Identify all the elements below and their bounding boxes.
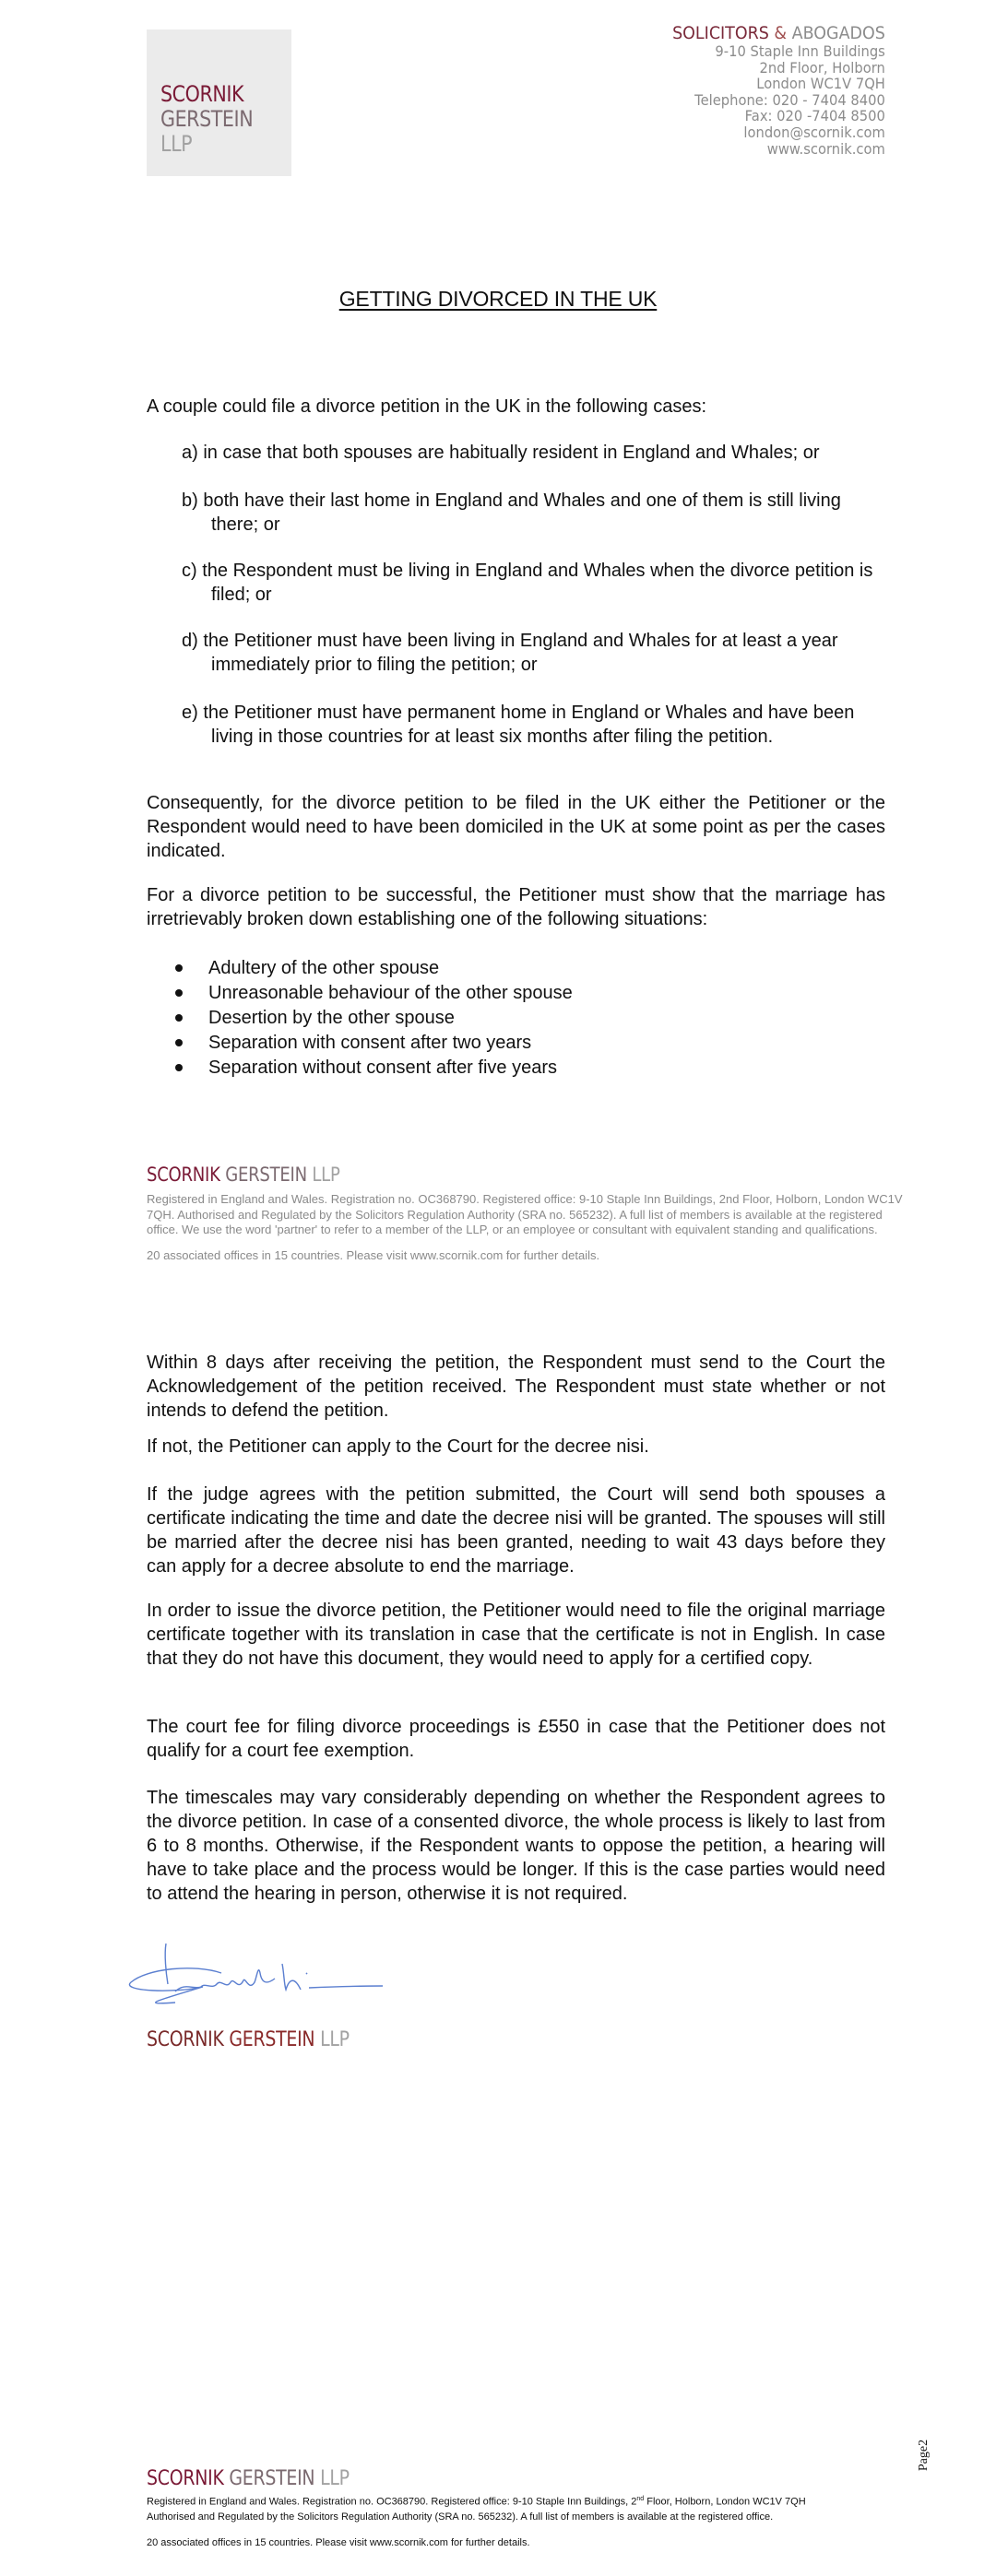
case-d [182, 629, 892, 677]
contact-brand [672, 24, 885, 43]
case-e [182, 701, 892, 749]
success-paragraph: For a divorce petition to be successful, the Petitioner must show that the marriage has irretrievably broken down establishing one of the following situations: [147, 885, 885, 929]
bullet-icon [175, 989, 183, 997]
bottom-footer-brand [147, 2467, 350, 2490]
case-text: a) in case that both spouses are habitually resident in England and Whales; or [182, 443, 820, 463]
brand-abogados: ABOGADOS [791, 23, 885, 43]
list-item-text: Separation with consent after two years [208, 1032, 532, 1053]
logo-line-llp: LLP [160, 131, 193, 157]
bottom-footer-legal [147, 2492, 884, 2524]
list-item-text: Adultery of the other spouse [208, 957, 440, 978]
telephone: Telephone: 020 - 7404 8400 [694, 90, 885, 109]
brand-gerstein: GERSTEIN [225, 1164, 307, 1186]
brand-scornik: SCORNIK [147, 2028, 224, 2051]
footer-legal-text: Registered in England and Wales. Registration no. OC368790. Registered office: 9-10 Staple Inn Buildings, 2nd Floor, Holborn, London WC1V 7QH. Authorised and Regulated by the Solicitors Regulation Authority (SRA no. 565232). A full list of members is available at the registered office. We use the word 'partner' to refer to a member of the LLP, or an employee or consultant with equivalent standing and qualifications. [147, 1192, 903, 1236]
footer-offices-text: 20 associated offices in 15 countries. Please visit www.scornik.com for further details. [147, 1248, 600, 1262]
logo-line-gerstein: GERSTEIN [160, 106, 254, 132]
bullet-icon [175, 1064, 183, 1071]
paragraph-acknowledgement: Within 8 days after receiving the petition, the Respondent must send to the Court the Acknowledgement of the petition received. The Respondent must state whether or not intends to defend the petition. [147, 1353, 885, 1421]
legal-line-2: Authorised and Regulated by the Solicitors Regulation Authority (SRA no. 565232). A full list of members is available at the registered office. [147, 2511, 774, 2523]
brand-scornik: SCORNIK [147, 2467, 224, 2490]
address-line-2: 2nd Floor, Holborn [759, 58, 885, 77]
legal-line-1 [147, 2492, 884, 2510]
list-item-text: Separation without consent after five years [208, 1057, 557, 1078]
brand-llp: LLP [320, 2028, 350, 2051]
fax: Fax: 020 -7404 8500 [744, 107, 885, 125]
situations-list [175, 955, 573, 1080]
case-b [182, 489, 892, 537]
case-c [182, 559, 892, 607]
case-text: d) the Petitioner must have been living in England and Whales for at least a year immediately prior to filing the petition; or [182, 631, 838, 675]
brand-solicitors: SOLICITORS [672, 23, 770, 43]
legal-line-1-text: Registered in England and Wales. Registration no. OC368790. Registered office: 9-10 Staple Inn Buildings, 2 [147, 2496, 637, 2508]
bottom-footer-offices: 20 associated offices in 15 countries. Please visit www.scornik.com for further details. [147, 2537, 530, 2548]
list-item-text: Desertion by the other spouse [208, 1007, 455, 1028]
brand-llp: LLP [320, 2467, 350, 2490]
contact-block [672, 24, 885, 157]
brand-scornik: SCORNIK [147, 1164, 220, 1186]
bullet-icon [175, 1039, 183, 1046]
paragraph-decree-nisi: If not, the Petitioner can apply to the Court for the decree nisi. [147, 1436, 649, 1457]
firm-logo [147, 30, 291, 176]
paragraph-marriage-certificate: In order to issue the divorce petition, the Petitioner would need to file the original marriage certificate together with its translation in case that the certificate is not in English. In case that they do not have this document, they would need to apply for a certified copy. [147, 1601, 885, 1669]
bullet-icon [175, 964, 183, 972]
paragraph-timescales: The timescales may vary considerably depending on whether the Respondent agrees to the divorce petition. In case of a consented divorce, the whole process is likely to last from 6 to 8 months. Otherwise, if the Respondent wants to oppose the petition, a hearing will have to take place and the process would be longer. If this is the case parties would need to attend the hearing in person, otherwise it is not required. [147, 1788, 885, 1904]
list-item [175, 1055, 573, 1080]
list-item [175, 1005, 573, 1030]
brand-gerstein: GERSTEIN [229, 2028, 315, 2051]
document-title: GETTING DIVORCED IN THE UK [338, 287, 658, 311]
paragraph-judge-agrees: If the judge agrees with the petition submitted, the Court will send both spouses a certificate indicating the time and date the decree nisi will be granted. The spouses will still be married after the decree nisi has been granted, needing to wait 43 days before they can apply for a decree absolute to end the marriage. [147, 1484, 885, 1577]
case-text: c) the Respondent must be living in England and Whales when the divorce petition is filed; or [182, 561, 873, 605]
logo-line-scornik: SCORNIK [160, 81, 244, 107]
page-number: Page2 [917, 2439, 931, 2472]
list-item-text: Unreasonable behaviour of the other spouse [208, 982, 573, 1003]
ordinal-suffix: nd [636, 2496, 645, 2502]
brand-llp: LLP [312, 1164, 340, 1186]
address-line-1: 9-10 Staple Inn Buildings [715, 42, 885, 60]
signature-image [120, 1936, 387, 2019]
paragraph-court-fee: The court fee for filing divorce proceedings is £550 in case that the Petitioner does not qualify for a court fee exemption. [147, 1717, 885, 1761]
case-text: e) the Petitioner must have permanent home in England or Whales and have been living in those countries for at least six months after filing the petition. [182, 703, 855, 747]
list-item [175, 980, 573, 1005]
bullet-icon [175, 1014, 183, 1022]
case-a [182, 441, 892, 465]
brand-ampersand: & [774, 23, 788, 43]
brand-gerstein: GERSTEIN [229, 2467, 315, 2490]
signature-brand [147, 2028, 350, 2051]
list-item [175, 955, 573, 980]
footer-brand [147, 1164, 340, 1186]
legal-line-1-end: Floor, Holborn, London WC1V 7QH [644, 2496, 806, 2508]
email-link[interactable]: london@scornik.com [743, 123, 885, 141]
intro-paragraph: A couple could file a divorce petition in the UK in the following cases: [147, 396, 707, 417]
list-item [175, 1030, 573, 1055]
case-text: b) both have their last home in England and Whales and one of them is still living there; or [182, 490, 841, 535]
website-link[interactable]: www.scornik.com [766, 139, 885, 158]
address-line-3: London WC1V 7QH [756, 75, 885, 93]
consequently-paragraph: Consequently, for the divorce petition to be filed in the UK either the Petitioner or the Respondent would need to have been domiciled in the UK at some point as per the cases indicated. [147, 793, 885, 861]
